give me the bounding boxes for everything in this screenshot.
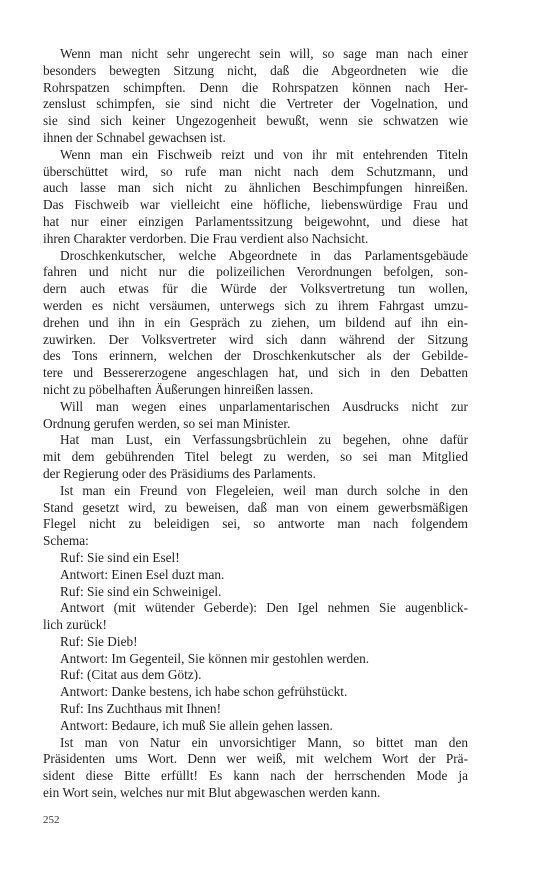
text-line: dern auch etwas für die Würde der Volksvertretung tun wollen,: [43, 281, 468, 297]
text-line: Antwort: Danke bestens, ich habe schon gefrühstückt.: [60, 684, 348, 700]
text-line: Wenn man nicht sehr ungerecht sein will, so sage man nach einer: [60, 46, 468, 61]
text-line: Ruf: Sie sind ein Esel!: [60, 549, 180, 565]
text-line: auch lasse man sich nicht zu ähnlichen Beschimpfungen hinreißen.: [43, 180, 468, 196]
text-line: Stand gesetzt wird, zu beweisen, daß man von einem gewerbsmäßigen: [43, 499, 468, 515]
text-line: Ruf: Sie sind ein Schweinigel.: [60, 583, 222, 599]
text-line: der Regierung oder des Präsidiums des Parlaments.: [43, 465, 316, 481]
text-line: Flegel nicht zu beleidigen sei, so antworte man nach folgendem: [43, 516, 468, 532]
text-line: Antwort: Im Gegenteil, Sie können mir gestohlen werden.: [60, 650, 370, 666]
text-line: Droschkenkutscher, welche Abgeordnete in das Parlamentsgebäude: [60, 247, 468, 263]
text-line: Antwort: Einen Esel duzt man.: [60, 566, 225, 582]
text-line: lich zurück!: [43, 617, 107, 633]
text-line: Rohrspatzen schimpften. Denn die Rohrspatzen können nach Her-: [43, 79, 468, 95]
text-line: fahren und nicht nur die polizeilichen Verordnungen befolgen, son-: [43, 264, 468, 280]
text-line: Antwort: Bedaure, ich muß Sie allein gehen lassen.: [60, 717, 333, 733]
text-line: des Tons erinnern, welchen der Droschkenkutscher als der Gebilde-: [43, 348, 468, 364]
text-line: Antwort (mit wütender Geberde): Den Igel nehmen Sie augenblick-: [60, 600, 468, 616]
text-line: Ordnung gerufen werden, so sei man Minister.: [43, 415, 291, 431]
text-line: sie sind sich keiner Ungezogenheit bewußt, wenn sie schwatzen wie: [43, 113, 468, 129]
text-line: zuwirken. Der Volksvertreter wird sich dann während der Sitzung: [43, 331, 468, 347]
text-line: tere und Bessererzogene angeschlagen hat, und sich in den Debatten: [43, 365, 468, 381]
text-line: nicht zu pöbelhaften Äußerungen hinreißen lassen.: [43, 381, 314, 397]
text-line: Ist man von Natur ein unvorsichtiger Mann, so bittet man den: [60, 734, 468, 750]
text-line: Ruf: Sie Dieb!: [60, 633, 138, 649]
text-line: ihren Charakter verdorben. Die Frau verdient also Nachsicht.: [43, 230, 369, 246]
text-line: Das Fischweib war vielleicht eine höfliche, liebenswürdige Frau und: [43, 197, 468, 213]
text-line: sident diese Bitte erfüllt! Es kann nach der herrschenden Mode ja: [43, 768, 468, 784]
text-line: Präsidenten ums Wort. Denn wer weiß, mit welchem Wort der Prä-: [43, 751, 468, 767]
text-line: Ist man ein Freund von Flegeleien, weil man durch solche in den: [60, 482, 468, 498]
body-text: [43, 46, 468, 802]
text-line: hat nur einer einzigen Parlamentssitzung beigewohnt, und diese hat: [43, 213, 468, 229]
text-line: Will man wegen eines unparlamentarischen Ausdrucks nicht zur: [60, 398, 468, 414]
text-line: drehen und ihn in ein Gespräch zu ziehen, um bildend auf ihn ein-: [43, 314, 468, 330]
page-number: 252: [43, 814, 60, 826]
text-line: ein Wort sein, welches nur mit Blut abgewaschen werden kann.: [43, 785, 381, 801]
text-line: werden es nicht versäumen, unterwegs sich zu ihrem Fahrgast umzu-: [43, 297, 468, 313]
text-line: Ruf: (Citat aus dem Götz).: [60, 667, 202, 683]
text-line: überschüttet wird, so rufe man nicht nach dem Schutzmann, und: [43, 163, 468, 179]
text-line: ihnen der Schnabel gewachsen ist.: [43, 129, 226, 145]
text-line: zenslust schimpfen, sie sind nicht die Vertreter der Vogelnation, und: [43, 96, 468, 112]
text-line: Wenn man ein Fischweib reizt und von ihr mit entehrenden Titeln: [60, 146, 468, 162]
text-line: Hat man Lust, ein Verfassungsbrüchlein zu begehen, ohne dafür: [60, 432, 468, 448]
text-line: mit dem gebührenden Titel belegt zu werden, so sei man Mitglied: [43, 449, 468, 465]
text-line: Ruf: Ins Zuchthaus mit Ihnen!: [60, 701, 222, 717]
text-line: Schema:: [43, 533, 89, 549]
text-line: besonders bewegten Sitzung nicht, daß die Abgeordneten wie die: [43, 62, 468, 78]
